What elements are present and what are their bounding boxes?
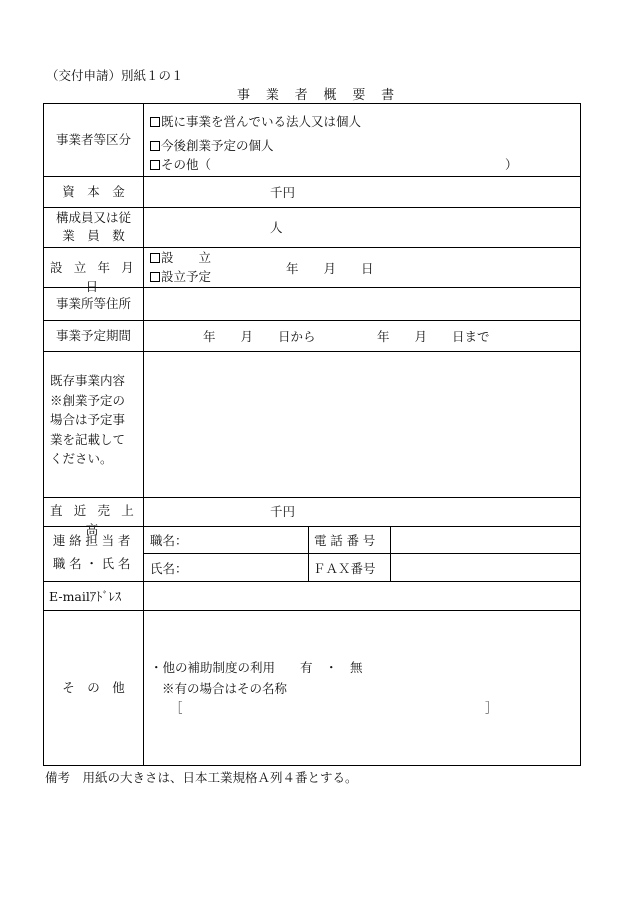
form-reference: （交付申請）別紙１の１ (46, 68, 184, 83)
employees-label-line1: 構成員又は従 (55, 210, 131, 225)
page-title: 事 業 者 概 要 書 (237, 88, 401, 103)
address-label: 事業所等住所 (55, 296, 131, 311)
period-from[interactable]: 年 月 日から (203, 329, 316, 344)
footer-note: 備考 用紙の大きさは、日本工業規格Ａ列４番とする。 (45, 770, 358, 785)
period-label: 事業予定期間 (55, 328, 131, 343)
checkbox-icon (150, 160, 160, 170)
option-established[interactable]: 設 立 (150, 248, 211, 266)
option-planned[interactable]: 設立予定 (150, 267, 211, 285)
employees-label-line2: 業 員 数 (62, 228, 125, 243)
contact-name[interactable]: 氏名： (150, 561, 188, 576)
other-label: そ の 他 (62, 680, 125, 695)
option-new-business[interactable]: 今後創業予定の個人 (150, 136, 274, 154)
option-existing-business[interactable]: 既に事業を営んでいる法人又は個人 (150, 112, 361, 130)
checkbox-icon (150, 272, 160, 282)
other-subsidy-line[interactable]: ・他の補助制度の利用 有 ・ 無 (150, 660, 363, 675)
contact-position[interactable]: 職名： (150, 533, 188, 548)
established-label: 設立年月日 (49, 260, 145, 294)
capital-unit: 千円 (270, 185, 296, 200)
checkbox-icon (150, 117, 160, 127)
other-bracket-close: ］ (485, 700, 498, 715)
fax-label: ＦＡＸ番号 (313, 561, 376, 576)
other-bracket-open: ［ (170, 700, 183, 715)
contact-label-line1: 連絡担当者 (52, 533, 135, 548)
business-summary-form (43, 103, 581, 766)
employees-unit: 人 (270, 220, 283, 235)
business-type-label: 事業者等区分 (55, 132, 131, 147)
checkbox-icon (150, 253, 160, 263)
period-to[interactable]: 年 月 日まで (377, 329, 490, 344)
other-close-paren: ） (505, 157, 518, 172)
email-label: E-mailｱﾄﾞﾚｽ (49, 589, 122, 604)
existing-business-label: 既存事業内容 ※創業予定の 場合は予定事 業を記載して ください。 (50, 373, 126, 466)
phone-label: 電話番号 (314, 533, 380, 548)
sales-label: 直近売上高 (49, 503, 145, 537)
option-other[interactable]: その他（ (150, 155, 211, 173)
checkbox-icon (150, 141, 160, 151)
other-note-line: ※有の場合はその名称 (162, 681, 288, 696)
sales-unit: 千円 (270, 504, 296, 519)
capital-label: 資 本 金 (62, 184, 125, 199)
established-date[interactable]: 年 月 日 (286, 261, 374, 276)
contact-label-line2: 職名・氏名 (52, 556, 135, 571)
